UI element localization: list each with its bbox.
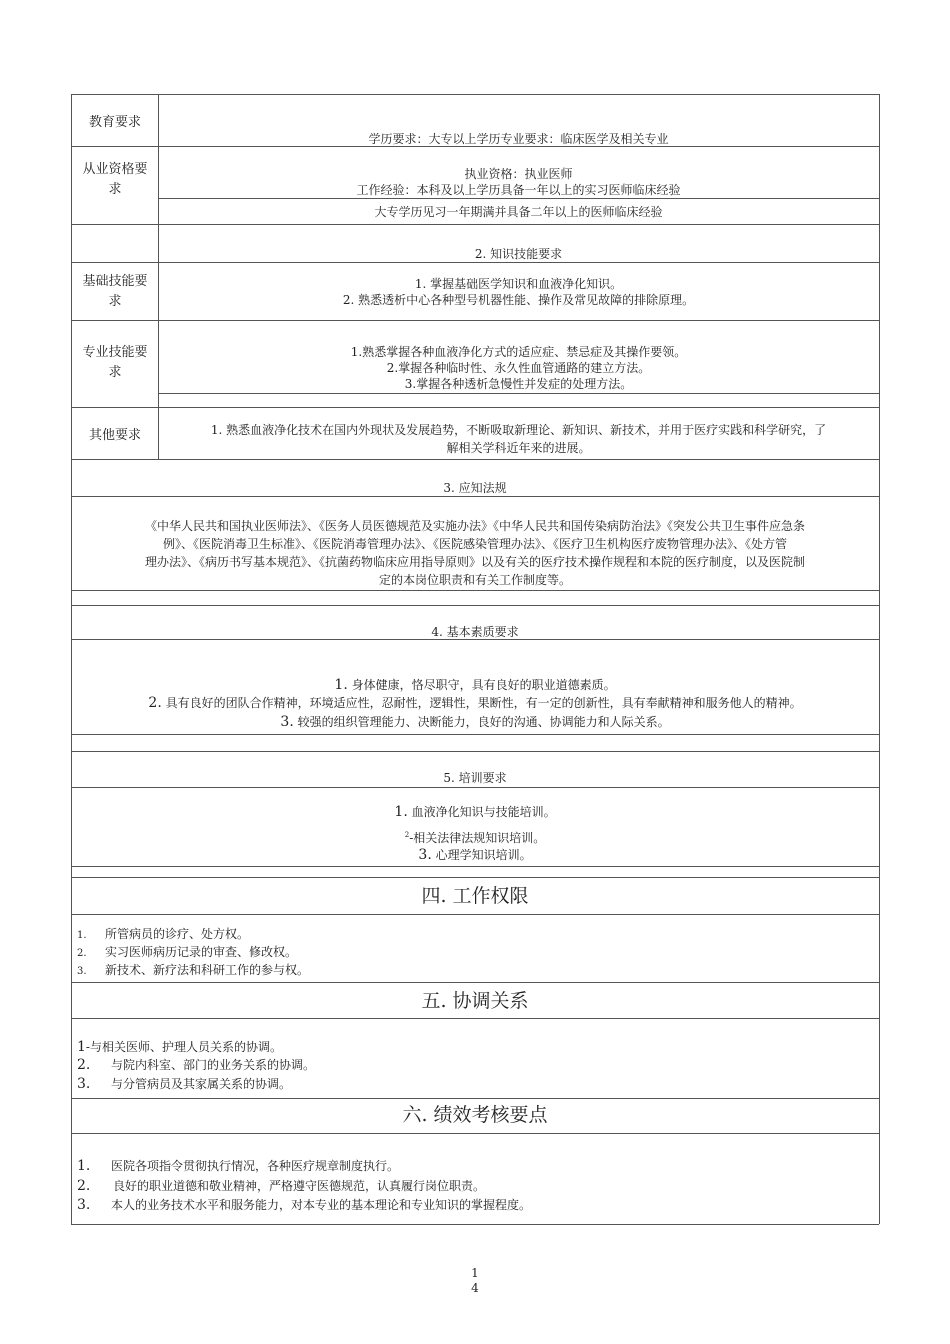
other-line2: 解相关学科近年来的进展。 (446, 441, 591, 455)
performance-heading: 六. 绩效考核要点 (402, 1104, 548, 1126)
list-number: 3. (280, 714, 294, 730)
divider (71, 914, 879, 915)
list-number: 1. (77, 930, 87, 941)
list-text: 医院各项指令贯彻执行情况，各种医疗规章制度执行。 (111, 1159, 400, 1173)
list-number: 2 (404, 831, 410, 839)
divider (71, 751, 879, 752)
page-number-top: 1 (471, 1266, 479, 1280)
list-text: 具有良好的团队合作精神，环境适应性，忍耐性，逻辑性，果断性，有一定的创新性，具有奉献精神和服务他人的精神。 (161, 696, 802, 710)
training-heading: 5. 培训要求 (443, 771, 507, 785)
divider (71, 1018, 879, 1019)
divider (71, 982, 879, 983)
list-text: 良好的职业道德和敬业精神，严格遵守医德规范，认真履行岗位职责。 (113, 1179, 486, 1193)
authority-item (77, 944, 297, 962)
list-number: 3. (77, 966, 87, 977)
list-number: 2. (77, 948, 87, 959)
divider (71, 496, 879, 497)
divider (71, 877, 879, 878)
performance-item (77, 1197, 531, 1213)
divider (71, 459, 879, 460)
list-number: 1 (77, 1039, 86, 1055)
performance-item (77, 1158, 399, 1174)
coordination-item (77, 1039, 282, 1055)
qualification-label: 从业资格要求 (82, 162, 148, 197)
other-label: 其他要求 (88, 427, 141, 443)
authority-heading: 四. 工作权限 (421, 885, 529, 907)
divider (71, 866, 879, 867)
list-number: 2. (77, 1178, 91, 1194)
list-number: 3. (418, 847, 432, 863)
list-number: 1. (77, 1158, 91, 1174)
coordination-item (77, 1076, 291, 1092)
table-left-border (71, 94, 72, 1224)
training-line1 (71, 803, 879, 821)
divider (71, 1133, 879, 1134)
divider (71, 1098, 879, 1099)
training-line2 (71, 826, 879, 847)
quality-heading: 4. 基本素质要求 (431, 625, 519, 639)
divider (71, 734, 879, 735)
divider (71, 605, 879, 606)
list-text: 实习医师病历记录的审查、修改权。 (105, 945, 298, 959)
professional-skills-line3: 3.掌握各种透析急慢性并发症的处理方法。 (404, 377, 633, 391)
coordination-heading: 五. 协调关系 (421, 990, 529, 1012)
divider (71, 639, 879, 640)
professional-skills-label: 专业技能要求 (82, 345, 148, 380)
basic-skills-line2: 2. 熟悉透析中心各种型号机器性能、操作及常见故障的排除原理。 (342, 293, 695, 307)
professional-skills-line2: 2.掌握各种临时性、永久性血管通路的建立方法。 (386, 361, 651, 375)
divider (71, 590, 879, 591)
laws-line2: 例》、《医院消毒卫生标准》、《医院消毒管理办法》、《医院感染管理办法》、《医疗卫生机构医疗废物管理办法》、《处方管 (162, 537, 787, 551)
authority-item (77, 926, 249, 944)
table-bottom-border (71, 1224, 879, 1225)
training-line3 (71, 846, 879, 864)
coordination-item (77, 1057, 315, 1073)
laws-line1: 《中华人民共和国执业医师法》、《医务人员医德规范及实施办法》《中华人民共和国传染病防治法》《突发公共卫生事件应急条 (144, 519, 805, 533)
table-right-border (879, 94, 880, 1224)
list-text: -相关法律法规知识培训。 (409, 831, 546, 845)
list-text: 新技术、新疗法和科研工作的参与权。 (105, 963, 310, 977)
list-text: 与院内科室、部门的业务关系的协调。 (111, 1058, 316, 1072)
divider (71, 146, 879, 147)
performance-item (77, 1178, 485, 1194)
basic-skills-line1: 1. 掌握基础医学知识和血液净化知识。 (414, 277, 623, 291)
list-text: 较强的组织管理能力、决断能力，良好的沟通、协调能力和人际关系。 (293, 715, 670, 729)
page-number-bottom: 4 (471, 1281, 479, 1295)
divider (158, 198, 879, 199)
list-number: 3. (77, 1076, 91, 1092)
list-text: -与相关医师、护理人员关系的协调。 (85, 1040, 282, 1054)
laws-line4: 定的本岗位职责和有关工作制度等。 (378, 573, 571, 587)
basic-skills-label: 基础技能要求 (82, 274, 148, 309)
quality-line1 (71, 676, 879, 694)
list-text: 本人的业务技术水平和服务能力，对本专业的基本理论和专业知识的掌握程度。 (111, 1198, 532, 1212)
laws-heading: 3. 应知法规 (443, 481, 507, 495)
list-number: 1. (394, 804, 408, 820)
knowledge-heading: 2. 知识技能要求 (474, 247, 563, 261)
divider (71, 262, 879, 263)
list-number: 1. (334, 677, 348, 693)
divider (158, 393, 879, 394)
list-number: 2. (148, 695, 162, 711)
qualification-line3: 大专学历见习一年期满并具备二年以上的医师临床经验 (374, 205, 663, 219)
list-number: 3. (77, 1197, 91, 1213)
authority-item (77, 962, 309, 980)
quality-line2 (71, 694, 879, 712)
divider (71, 224, 879, 225)
other-line1: 1. 熟悉血液净化技术在国内外现状及发展趋势，不断吸取新理论、新知识、新技术，并用于医疗实践和科学研究，了 (210, 423, 827, 437)
education-label: 教育要求 (88, 114, 141, 130)
professional-skills-line1: 1.熟悉掌握各种血液净化方式的适应症、禁忌症及其操作要领。 (350, 345, 687, 359)
education-text: 学历要求：大专以上学历专业要求：临床医学及相关专业 (368, 132, 669, 146)
table-top-border (71, 94, 879, 95)
list-text: 心理学知识培训。 (431, 848, 532, 862)
quality-line3 (71, 713, 879, 731)
list-number: 2. (77, 1057, 91, 1073)
laws-line3: 理办法》、《病历书写基本规范》、《抗菌药物临床应用指导原则》以及有关的医疗技术操作规程和本院的医疗制度，以及医院制 (144, 555, 805, 569)
list-text: 所管病员的诊疗、处方权。 (105, 927, 250, 941)
divider (71, 787, 879, 788)
divider (71, 320, 879, 321)
divider (71, 407, 879, 408)
qualification-line1: 执业资格：执业医师 (464, 167, 573, 181)
list-text: 身体健康，恪尽职守，具有良好的职业道德素质。 (347, 678, 616, 692)
qualification-line2: 工作经验：本科及以上学历具备一年以上的实习医师临床经验 (356, 183, 681, 197)
list-text: 血液净化知识与技能培训。 (407, 805, 556, 819)
list-text: 与分管病员及其家属关系的协调。 (111, 1077, 292, 1091)
